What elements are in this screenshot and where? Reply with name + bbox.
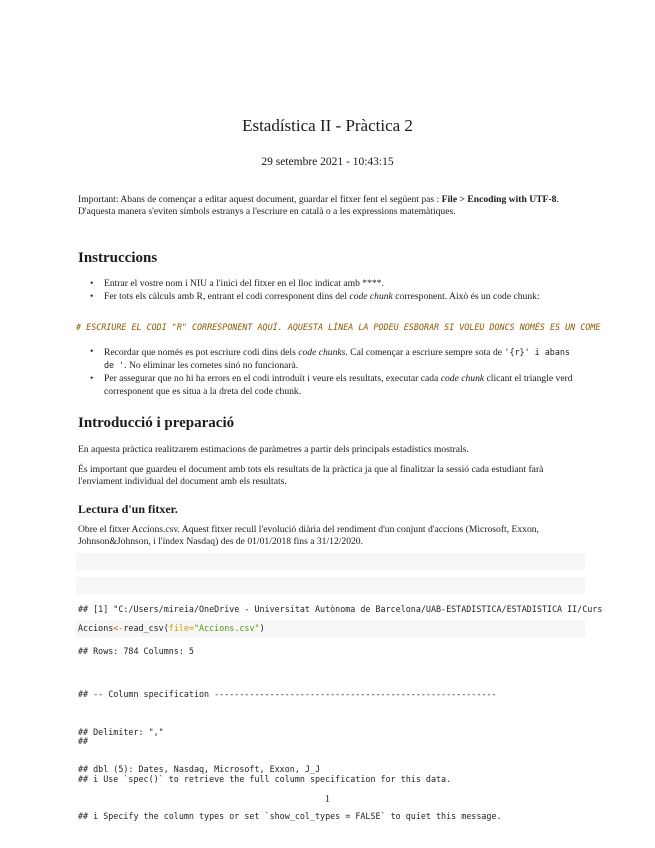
output-line: ## i Use `spec()` to retrieve the full column specification for this data. bbox=[78, 773, 452, 784]
bullet-icon: • bbox=[90, 291, 94, 303]
code-operator: <- bbox=[113, 623, 124, 633]
intro-bold-menu: File > Encoding with UTF-8 bbox=[441, 194, 557, 205]
code-chunk-library bbox=[76, 553, 585, 570]
intro-text-1: Important: Abans de començar a editar aquest document, guardar el fitxer fent el següent pas : bbox=[78, 194, 442, 205]
document-date: 29 setembre 2021 - 10:43:15 bbox=[261, 156, 394, 168]
bullet-text: Fer tots els càlculs amb R, entrant el codi corresponent dins del bbox=[104, 291, 350, 303]
instructions-list-1 bbox=[90, 278, 585, 304]
output-line: ## -- Column specification -------------------------------------------------------- bbox=[78, 689, 497, 699]
list-item bbox=[90, 291, 585, 303]
code-fn: read_csv( bbox=[123, 623, 169, 633]
bullet-text: . Cal començar a escriure sempre sota de bbox=[345, 347, 505, 358]
output-line: ## dbl (5): Dates, Nasdaq, Microsoft, Exxon, J_J bbox=[78, 764, 321, 774]
bullet-icon: • bbox=[90, 373, 94, 385]
code-close: ) bbox=[259, 623, 265, 633]
heading-lectura: Lectura d'un fitxer. bbox=[78, 502, 178, 516]
list-item bbox=[90, 278, 585, 290]
bullet-text: Per assegurar que no hi ha errors en el codi introduït i veure els resultats, executar cada bbox=[104, 373, 441, 385]
code-chunk-read-csv bbox=[76, 620, 585, 637]
page-number: 1 bbox=[325, 794, 330, 805]
introduccio-paragraph-2: És important que guardeu el document amb tots els resultats de la pràctica ja que al finalitzar la sessió cada estudiant farà l'enviament individual del document amb els resultats. bbox=[78, 464, 544, 488]
output-getwd: ## [1] "C:/Users/mireia/OneDrive - Universitat Autònoma de Barcelona/UAB-ESTADISTICA/ESTADISTICA II/Curs bbox=[78, 604, 603, 614]
bullet-text: . No eliminar les cometes sinó no funcionarà. bbox=[124, 360, 299, 372]
bullet-text-italic: code chunk bbox=[349, 291, 393, 303]
bullet-text: clicant el triangle verd corresponent que es situa a la dreta del code chunk. bbox=[104, 373, 573, 397]
bullet-text-italic: code chunk bbox=[440, 373, 485, 385]
code-string: "Accions.csv" bbox=[194, 623, 260, 633]
bullet-text: Entrar el vostre nom i NIU a l'inici del fitxer en el lloc indicat amb ****. bbox=[104, 278, 384, 289]
bullet-text-italic: code chunks bbox=[298, 347, 346, 358]
code-var: Accions bbox=[78, 623, 114, 633]
code-comment: # ESCRIURE EL CODI "R" CORRESPONENT AQUÍ. AQUESTA LÍNEA LA PODEU ESBORAR SI VOLEU DONCS NOMÉS ES UN COME bbox=[76, 322, 601, 332]
output-spec-hint bbox=[78, 710, 655, 848]
code-chunk-getwd bbox=[76, 577, 585, 594]
document-title: Estadística II - Pràctica 2 bbox=[242, 116, 413, 135]
bullet-text: Recordar que només es pot escriure codi dins dels bbox=[104, 347, 299, 358]
code-arg: file= bbox=[168, 623, 194, 633]
introduccio-paragraph-1: En aquesta pràctica realitzarem estimacions de paràmetres a partir dels principals estadístics mostrals. bbox=[78, 444, 469, 455]
intro-text-2: . D'aquesta manera s'eviten símbols estranys a l'escriure en català o a les expressions matemàtiques. bbox=[78, 194, 559, 218]
bullet-text: corresponent. Això és un code chunk: bbox=[392, 291, 540, 303]
heading-instruccions: Instruccions bbox=[78, 250, 158, 266]
heading-introduccio: Introducció i preparació bbox=[78, 415, 235, 431]
output-rows: ## Rows: 784 Columns: 5 bbox=[78, 646, 194, 656]
list-item bbox=[90, 346, 585, 372]
output-line: ## Delimiter: "," bbox=[78, 726, 164, 737]
instructions-list-2 bbox=[90, 346, 585, 399]
bullet-icon: • bbox=[90, 278, 94, 289]
bullet-icon: • bbox=[90, 346, 94, 357]
output-line: ## i Specify the column types or set `show_col_types = FALSE` to quiet this message. bbox=[78, 811, 502, 821]
list-item bbox=[90, 373, 585, 397]
inline-code: '{r}' i abans de ' bbox=[104, 347, 570, 371]
output-line: ## bbox=[78, 736, 89, 746]
intro-paragraph bbox=[78, 194, 583, 219]
lectura-paragraph: Obre el fitxer Accions.csv. Aquest fitxer recull l'evolució diària del rendiment d'un conjunt d'accions (Microsoft, Exxon, Johnson&Johnson, i l'índex Nasdaq) des de 01/01/2018 fins a 31/12/2020. bbox=[78, 524, 539, 548]
